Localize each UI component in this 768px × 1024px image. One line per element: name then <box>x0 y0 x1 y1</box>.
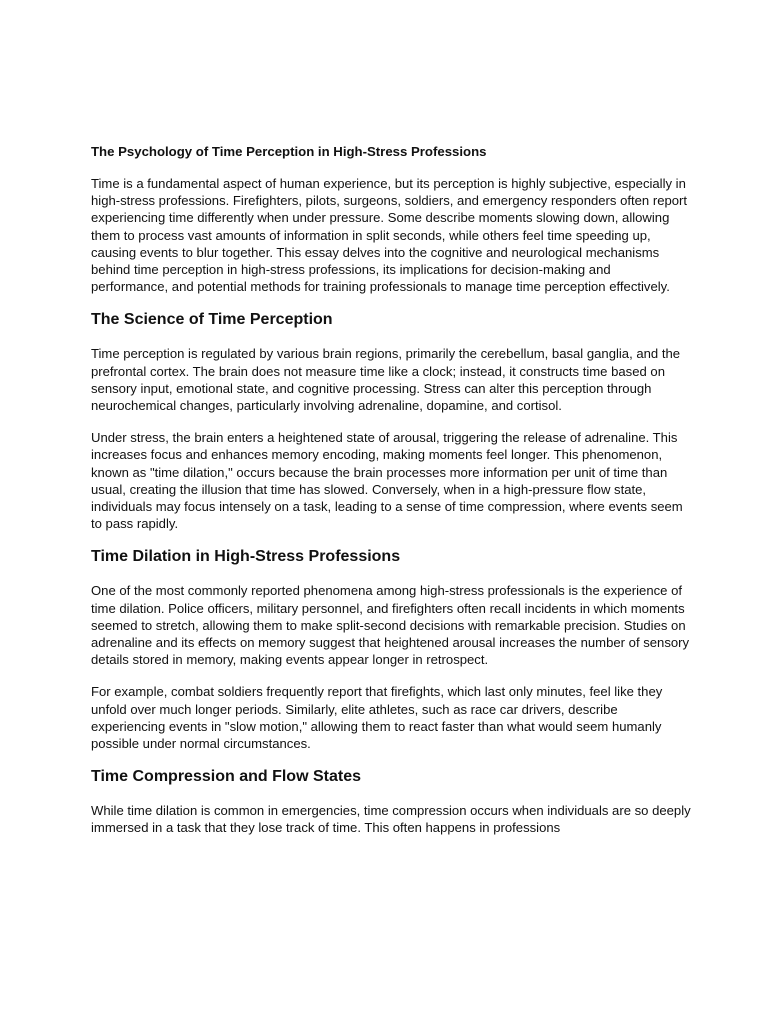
section-paragraph: Time perception is regulated by various brain regions, primarily the cerebellum, basal ganglia, and the prefrontal cortex. The brain does not measure time like a clock; instead, it constructs time based on sensory input, emotional state, and cognitive processing. Stress can alter this perception through neurochemical changes, particularly involving adrenaline, dopamine, and cortisol. <box>91 346 681 414</box>
section-paragraph: While time dilation is common in emergencies, time compression occurs when individuals are so deeply immersed in a task that they lose track of time. This often happens in professions <box>91 803 691 836</box>
section-paragraph: One of the most commonly reported phenomena among high-stress professionals is the experience of time dilation. Police officers, military personnel, and firefighters often recall incidents in which moments seemed to stretch, allowing them to make split-second decisions with remarkable precision. Studies on adrenaline and its effects on memory suggest that heightened arousal increases the number of sensory details stored in memory, making events appear longer in retrospect. <box>91 583 690 668</box>
document-title: The Psychology of Time Perception in High-Stress Professions <box>91 144 487 159</box>
document-body <box>91 143 691 852</box>
intro-paragraph: Time is a fundamental aspect of human experience, but its perception is highly subjective, especially in high-stress professions. Firefighters, pilots, surgeons, soldiers, and emergency responders often report experiencing time differently when under pressure. Some describe moments slowing down, allowing them to process vast amounts of information in split seconds, while others feel time speeding up, causing events to blur together. This essay delves into the cognitive and neurological mechanisms behind time perception in high-stress professions, its implications for decision-making and performance, and potential methods for training professionals to manage time perception effectively. <box>91 176 688 295</box>
section-paragraph: For example, combat soldiers frequently report that firefights, which last only minutes, feel like they unfold over much longer periods. Similarly, elite athletes, such as race car drivers, describe experiencing events in "slow motion," allowing them to react faster than what would seem humanly possible under normal circumstances. <box>91 684 663 752</box>
section-paragraph: Under stress, the brain enters a heightened state of arousal, triggering the release of adrenaline. This increases focus and enhances memory encoding, making moments feel longer. This phenomenon, known as "time dilation," occurs because the brain processes more information per unit of time than usual, creating the illusion that time has slowed. Conversely, when in a high-pressure flow state, individuals may focus intensely on a task, leading to a sense of time compression, where events seem to pass rapidly. <box>91 430 683 532</box>
section-heading-time-dilation: Time Dilation in High-Stress Professions <box>91 548 401 566</box>
section-heading-science: The Science of Time Perception <box>91 311 333 329</box>
section-heading-time-compression: Time Compression and Flow States <box>91 768 361 786</box>
